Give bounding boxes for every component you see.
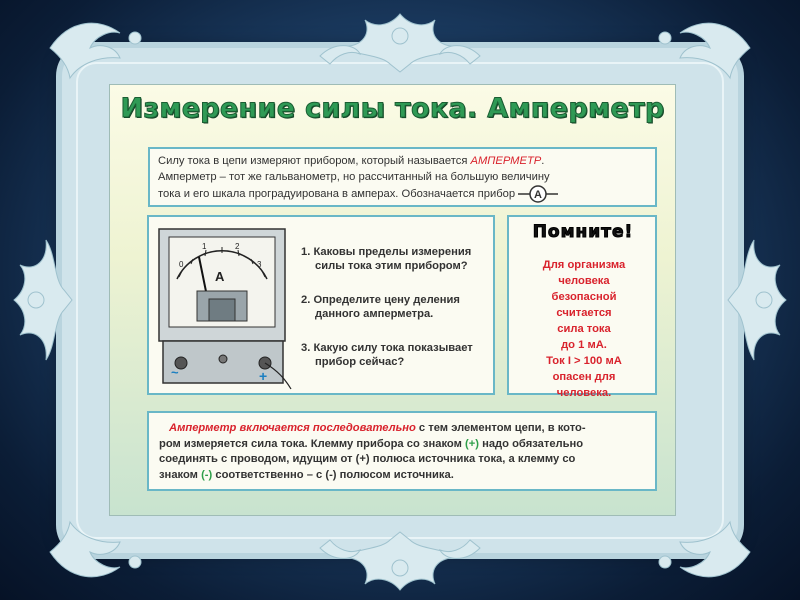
connection-line-4 (159, 468, 645, 484)
question-3-line-2: прибор сейчас? (315, 356, 405, 368)
remember-line: человека (558, 275, 610, 287)
remember-line: до 1 мА. (561, 339, 607, 351)
connection-line-1 (159, 421, 645, 437)
plus-terminal-label: (+) (464, 437, 479, 450)
unit-label: A (215, 269, 225, 284)
remember-title: Помните! (532, 222, 634, 242)
remember-line: человека. (556, 387, 612, 399)
connection-box (147, 411, 657, 491)
minus-terminal-label: (-) (201, 468, 213, 481)
ammeter-symbol-label: А (534, 189, 543, 201)
intro-period: . (541, 155, 545, 167)
remember-line: опасен для (552, 371, 616, 383)
scale-label-2: 2 (235, 242, 240, 251)
ammeter-symbol-icon (518, 185, 558, 203)
intro-box (148, 147, 657, 207)
minus-label: ~ (171, 365, 179, 380)
remember-text (509, 257, 659, 401)
scale-label-0: 0 (179, 260, 184, 269)
intro-text: Силу тока в цепи измеряют прибором, который называется (158, 155, 471, 167)
remember-line: Для организма (542, 259, 626, 271)
ornament-corner-tl-icon (40, 8, 160, 88)
ornament-right-icon (724, 220, 794, 380)
intro-line-2: Амперметр – тот же гальванометр, но рассчитанный на большую величину (158, 170, 550, 183)
question-3 (301, 341, 473, 369)
connection-term-a: Амперметр включается (169, 422, 310, 434)
question-1-line-2: силы тока этим прибором? (315, 260, 468, 272)
connection-line-2 (159, 437, 645, 453)
ornament-corner-tr-icon (640, 8, 760, 88)
question-2-line-1: 2. Определите цену деления (301, 294, 460, 306)
connection-term-b: последовательно (312, 422, 416, 434)
remember-line: сила тока (557, 323, 611, 335)
ornament-corner-br-icon (640, 512, 760, 592)
question-2 (301, 293, 460, 321)
ammeter-illustration-icon (153, 221, 293, 391)
connection-line-3: соединять с проводом, идущим от (+) полюса источника тока, а клемму со (159, 453, 576, 465)
intro-line-1 (158, 154, 647, 170)
slide (110, 85, 675, 515)
question-2-line-2: данного амперметра. (315, 308, 434, 320)
plus-label: + (259, 368, 268, 384)
connection-line-2-a: ром измеряется сила тока. Клемму прибора со знаком (159, 437, 465, 450)
connection-text-c: с тем элементом цепи, в кото- (415, 422, 586, 434)
connection-line-2-b: надо обязательно (478, 437, 584, 450)
questions-box (147, 215, 495, 395)
slide-title: Измерение силы тока. Амперметр (120, 93, 665, 124)
intro-line-3-text: тока и его шкала проградуирована в амперах. Обозначается прибор (158, 187, 516, 200)
question-3-line-1: 3. Какую силу тока показывает (301, 342, 473, 354)
scale-label-1: 1 (202, 242, 207, 251)
remember-line: Ток I > 100 мА (546, 355, 622, 367)
ornament-bottom-icon (300, 528, 500, 598)
scale-label-3: 3 (257, 260, 262, 269)
connection-line-4-a: знаком (159, 468, 202, 481)
remember-box (507, 215, 657, 399)
question-1-line-1: 1. Каковы пределы измерения (301, 246, 472, 258)
ammeter-term: АМПЕРМЕТР (470, 155, 542, 167)
ornament-left-icon (6, 220, 76, 380)
question-1 (301, 245, 471, 273)
remember-line: безопасной (551, 291, 617, 303)
connection-line-4-b: соответственно – с (-) полюсом источника. (212, 468, 454, 481)
ornament-top-icon (300, 6, 500, 76)
intro-line-3 (158, 185, 647, 203)
ornament-corner-bl-icon (40, 512, 160, 592)
remember-line: считается (556, 307, 612, 319)
